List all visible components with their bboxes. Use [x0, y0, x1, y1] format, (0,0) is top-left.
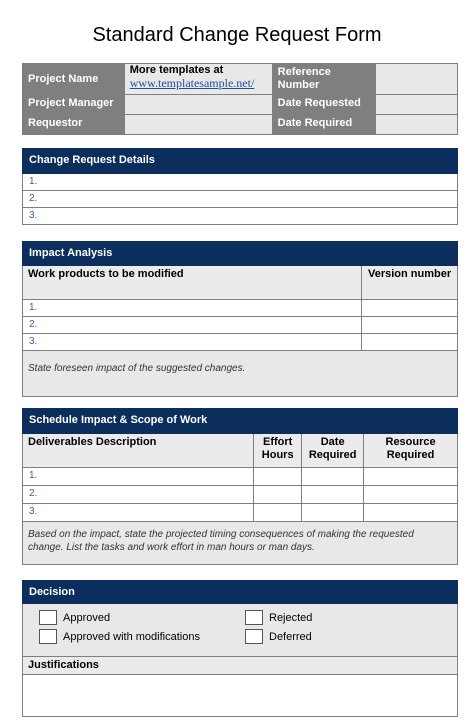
approved-mod-option[interactable]	[39, 627, 245, 646]
date-required-value[interactable]	[376, 115, 458, 135]
version-cell[interactable]	[362, 334, 458, 351]
approved-checkbox[interactable]	[39, 610, 57, 625]
decision-title: Decision	[23, 581, 458, 604]
schedule-item[interactable]: 3.	[23, 504, 254, 522]
change-request-item[interactable]: 3.	[23, 208, 458, 225]
work-products-header: Work products to be modified	[23, 266, 362, 300]
deferred-option[interactable]	[245, 627, 312, 646]
project-name-value[interactable]	[124, 64, 272, 95]
more-templates-text: More templates at	[129, 64, 224, 76]
schedule-impact-title: Schedule Impact & Scope of Work	[23, 409, 458, 434]
rejected-label: Rejected	[269, 611, 313, 624]
project-manager-value[interactable]	[124, 95, 272, 115]
effort-cell[interactable]	[254, 504, 302, 522]
schedule-impact-table	[22, 408, 458, 565]
decision-table	[22, 580, 458, 717]
requestor-value[interactable]	[124, 115, 272, 135]
rejected-checkbox[interactable]	[245, 610, 263, 625]
justifications-field[interactable]	[23, 675, 458, 717]
date-requested-label: Date Requested	[272, 95, 376, 115]
effort-cell[interactable]	[254, 486, 302, 504]
date-cell[interactable]	[302, 504, 364, 522]
approved-label: Approved	[63, 611, 111, 624]
justifications-header: Justifications	[23, 657, 458, 675]
template-link[interactable]: www.templatesample.net/	[129, 76, 255, 90]
impact-item[interactable]: 3.	[23, 334, 362, 351]
resource-cell[interactable]	[364, 504, 458, 522]
impact-analysis-table	[22, 241, 458, 397]
deliverables-header: Deliverables Description	[23, 434, 254, 468]
date-required-header: Date Required	[302, 434, 364, 468]
impact-analysis-title: Impact Analysis	[23, 242, 458, 266]
project-info-table	[22, 63, 458, 135]
schedule-item[interactable]: 1.	[23, 468, 254, 486]
requestor-label: Requestor	[23, 115, 125, 135]
project-name-label: Project Name	[23, 64, 125, 95]
reference-number-label: Reference Number	[272, 64, 376, 95]
date-cell[interactable]	[302, 486, 364, 504]
decision-options	[23, 604, 458, 657]
resource-required-header: Resource Required	[364, 434, 458, 468]
resource-cell[interactable]	[364, 486, 458, 504]
project-manager-label: Project Manager	[23, 95, 125, 115]
reference-number-value[interactable]	[376, 64, 458, 95]
page-title: Standard Change Request Form	[92, 24, 382, 46]
change-request-table	[22, 148, 458, 225]
version-cell[interactable]	[362, 300, 458, 317]
change-request-item[interactable]: 1.	[23, 174, 458, 191]
effort-hours-header: Effort Hours	[254, 434, 302, 468]
approved-option[interactable]	[39, 608, 245, 627]
approved-mod-label: Approved with modifications	[63, 630, 200, 643]
impact-note[interactable]: State foreseen impact of the suggested changes.	[23, 351, 458, 397]
impact-item[interactable]: 1.	[23, 300, 362, 317]
version-number-header: Version number	[362, 266, 458, 300]
effort-cell[interactable]	[254, 468, 302, 486]
deferred-label: Deferred	[269, 630, 312, 643]
change-request-item[interactable]: 2.	[23, 191, 458, 208]
schedule-item[interactable]: 2.	[23, 486, 254, 504]
resource-cell[interactable]	[364, 468, 458, 486]
change-request-title: Change Request Details	[23, 149, 458, 174]
date-cell[interactable]	[302, 468, 364, 486]
date-required-label: Date Required	[272, 115, 376, 135]
impact-item[interactable]: 2.	[23, 317, 362, 334]
rejected-option[interactable]	[245, 608, 312, 627]
approved-mod-checkbox[interactable]	[39, 629, 57, 644]
date-requested-value[interactable]	[376, 95, 458, 115]
deferred-checkbox[interactable]	[245, 629, 263, 644]
version-cell[interactable]	[362, 317, 458, 334]
schedule-note[interactable]: Based on the impact, state the projected timing consequences of making the requested change. List the tasks and work effort in man hours or man days.	[23, 522, 458, 565]
